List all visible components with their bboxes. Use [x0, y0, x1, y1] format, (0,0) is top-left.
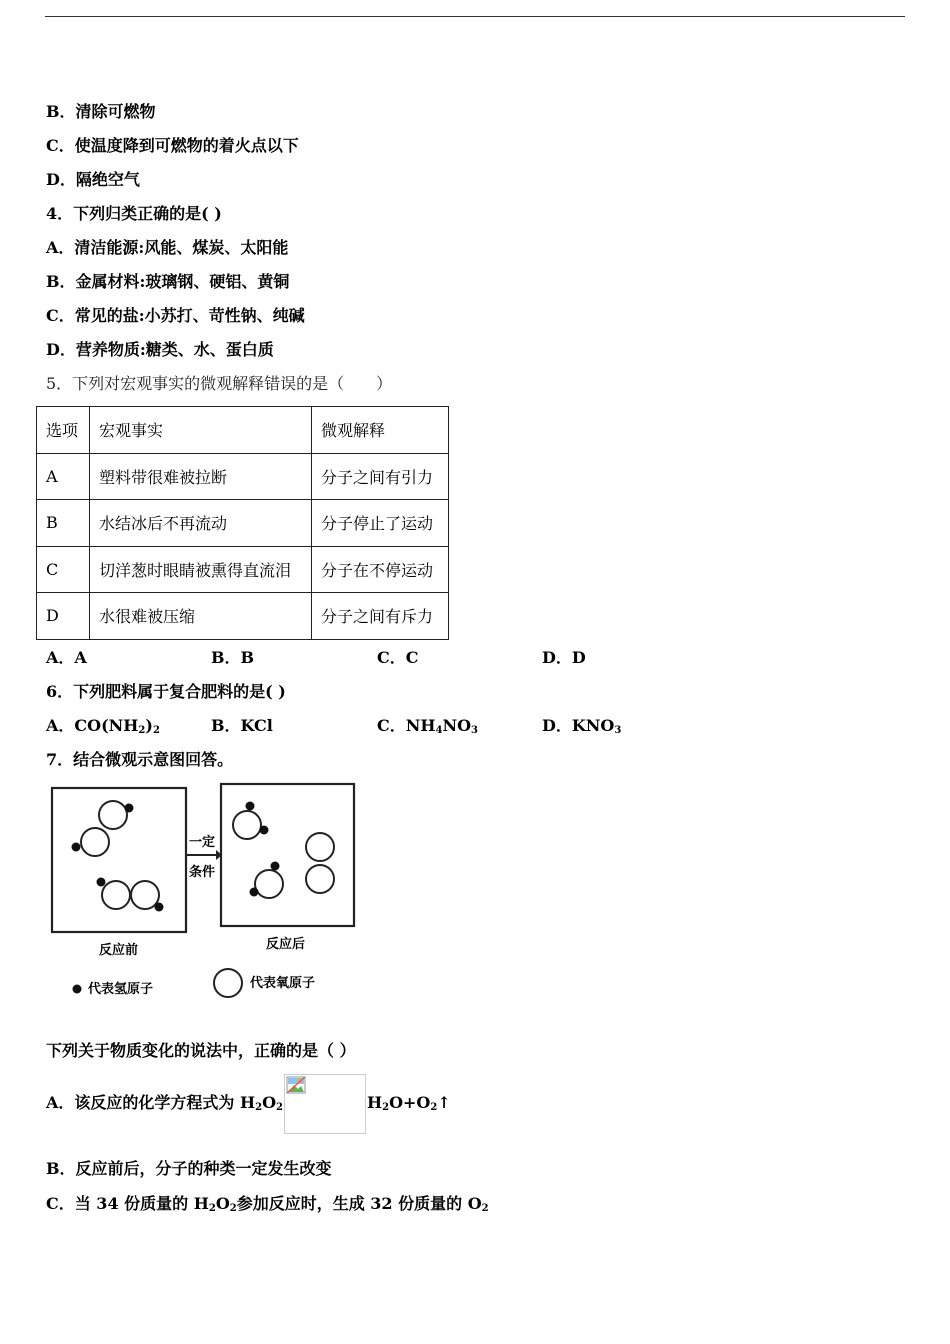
- arrow-label: 条件: [189, 865, 216, 880]
- q6-option-a: [46, 716, 160, 741]
- q7-question: 下列关于物质变化的说法中，正确的是（ ）: [46, 1041, 356, 1060]
- o-atom: [255, 870, 283, 898]
- subscript: 3: [471, 725, 478, 736]
- subscript: 2: [208, 1203, 216, 1214]
- q7-option-c: C．当 34 份质量的 $H_2O_2$参加反应时，生成 32 份质量的 $O_2$: [46, 1194, 489, 1214]
- q7-c-text: C．当 34 份质量的 H: [46, 1194, 209, 1213]
- header-rule: [45, 16, 905, 17]
- table-cell: C: [37, 546, 90, 593]
- q5-option-c: C．C: [377, 648, 419, 667]
- h-atom: [125, 804, 134, 813]
- q7-option-b: B．反应前后，分子的种类一定发生改变: [46, 1159, 332, 1178]
- subscript: 2: [255, 1102, 263, 1113]
- table-cell: 分子之间有引力: [312, 453, 449, 500]
- table-cell: 水很难被压缩: [90, 593, 312, 640]
- subscript: 4: [435, 725, 443, 736]
- q6-stem: 6．下列肥料属于复合肥料的是( ): [46, 682, 286, 701]
- h-atom: [72, 843, 81, 852]
- table-row: [37, 500, 449, 547]
- h-atom: [155, 903, 164, 912]
- q7-option-a: A．该反应的化学方程式为 $H_2O_2$ $H_2O+O_2↑$: [46, 1073, 451, 1138]
- q6-a-text: ): [145, 716, 153, 735]
- q6-a-text: A．CO(NH: [46, 716, 139, 735]
- table-row: [37, 593, 449, 640]
- table-header-cell: 选项: [37, 407, 90, 454]
- legend-h-dot: [73, 985, 82, 994]
- table-header-cell: 宏观事实: [90, 407, 312, 454]
- subscript: 2: [276, 1102, 283, 1113]
- q7-a-text: H: [366, 1093, 383, 1112]
- table-row: [37, 546, 449, 593]
- after-box: [221, 784, 354, 926]
- table-cell: 分子在不停运动: [312, 546, 449, 593]
- subscript: 2: [152, 725, 160, 736]
- q5-table: [36, 406, 449, 640]
- q6-option-c: [377, 716, 478, 741]
- q7-a-text: A．该反应的化学方程式为 H: [46, 1093, 256, 1112]
- q6-c-text: C．NH: [377, 716, 436, 735]
- q3-option-d: D．隔绝空气: [46, 170, 140, 189]
- subscript: 3: [614, 725, 622, 736]
- broken-image-placeholder: [284, 1074, 366, 1134]
- table-cell: 塑料带很难被拉断: [90, 453, 312, 500]
- subscript: 2: [430, 1102, 438, 1113]
- h-atom: [97, 878, 106, 887]
- h-atom: [271, 862, 280, 871]
- molecular-diagram: [44, 778, 364, 1008]
- q4-stem: 4．下列归类正确的是( ): [46, 204, 222, 223]
- h2o2-molecule: [102, 881, 159, 909]
- q5-option-a: A．A: [46, 648, 87, 667]
- q4-option-c: C．常见的盐:小苏打、苛性钠、纯碱: [46, 306, 305, 325]
- arrow-label: 一定: [189, 835, 216, 850]
- broken-image-icon: [286, 1076, 306, 1094]
- table-cell: 水结冰后不再流动: [90, 500, 312, 547]
- q5-option-b: B．B: [211, 648, 255, 667]
- legend-o-circle: [214, 969, 242, 997]
- subscript: 2: [229, 1203, 237, 1214]
- q7-stem: 7．结合微观示意图回答。: [46, 750, 234, 769]
- table-row: [37, 453, 449, 500]
- q6-c-text: NO: [442, 716, 472, 735]
- before-label: 反应前: [99, 943, 139, 958]
- table-cell: B: [37, 500, 90, 547]
- q3-option-b: B．清除可燃物: [46, 102, 156, 121]
- o2-molecule: [306, 833, 334, 893]
- table-cell: 切洋葱时眼睛被熏得直流泪: [90, 546, 312, 593]
- q6-option-d: [542, 716, 621, 741]
- q3-option-c: C．使温度降到可燃物的着火点以下: [46, 136, 299, 155]
- subscript: 2: [382, 1102, 390, 1113]
- o-atom: [233, 811, 261, 839]
- table-header-cell: 微观解释: [312, 407, 449, 454]
- table-header-row: [37, 407, 449, 454]
- h-atom: [246, 802, 255, 811]
- q5-stem: 5．下列对宏观事实的微观解释错误的是（ ）: [46, 374, 393, 393]
- q7-c-text: 参加反应时，生成 32 份质量的 O: [236, 1194, 482, 1213]
- table-cell: A: [37, 453, 90, 500]
- table-cell: D: [37, 593, 90, 640]
- q6-d-text: D．KNO: [542, 716, 615, 735]
- q4-option-b: B．金属材料:玻璃钢、硬铝、黄铜: [46, 272, 290, 291]
- after-label: 反应后: [266, 937, 306, 952]
- subscript: 2: [481, 1203, 489, 1214]
- q4-option-a: A．清洁能源:风能、煤炭、太阳能: [46, 238, 289, 257]
- legend-o-label: 代表氧原子: [250, 976, 316, 991]
- q5-option-d: D．D: [542, 648, 586, 667]
- subscript: 2: [138, 725, 146, 736]
- h2o2-molecule: [81, 801, 127, 856]
- q6-option-b: B．KCl: [211, 716, 273, 735]
- table-cell: 分子之间有斥力: [312, 593, 449, 640]
- legend-h-label: 代表氢原子: [88, 982, 154, 997]
- table-cell: 分子停止了运动: [312, 500, 449, 547]
- h-atom: [250, 888, 259, 897]
- q4-option-d: D．营养物质:糖类、水、蛋白质: [46, 340, 274, 359]
- h-atom: [260, 826, 269, 835]
